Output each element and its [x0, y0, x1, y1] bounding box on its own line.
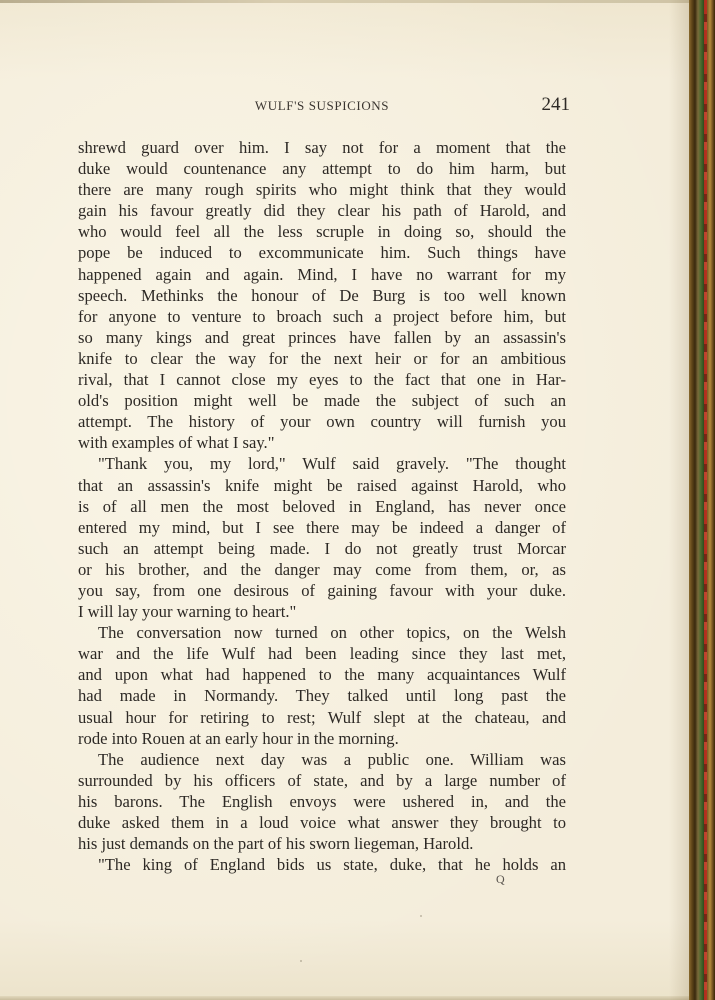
text-line: there are many rough spirits who might think that they would	[78, 180, 566, 200]
spine-binding-stripe	[704, 0, 707, 1000]
text-line: speech. Methinks the honour of De Burg is too well known	[78, 285, 566, 305]
text-line: you say, from one desirous of gaining favour with your duke.	[78, 580, 566, 600]
paper-speck	[420, 915, 422, 917]
text-line: or his brother, and the danger may come from them, or, as	[78, 559, 566, 579]
text-line: The conversation now turned on other topics, on the Welsh	[98, 623, 566, 643]
text-line: had made in Normandy. They talked until long past the	[78, 686, 566, 706]
page-bottom-edge	[0, 996, 690, 1000]
text-line: duke asked them in a loud voice what answer they brought to	[78, 813, 566, 832]
signature-mark: Q	[496, 872, 505, 886]
text-line: his just demands on the part of his sworn liegeman, Harold.	[78, 834, 474, 854]
running-head	[78, 92, 570, 120]
text-line: that an assassin's knife might be raised against Harold, who	[78, 475, 566, 495]
text-line: who would feel all the less scruple in doing so, should the	[78, 222, 566, 242]
text-line: "The king of England bids us state, duke, that he holds an	[98, 855, 566, 875]
text-line: his barons. The English envoys were ushered in, and the	[78, 791, 566, 811]
text-line: old's position might well be made the subject of such an	[78, 391, 566, 411]
text-line: such an attempt being made. I do not greatly trust Morcar	[78, 538, 566, 558]
text-line: I will lay your warning to heart."	[78, 602, 297, 622]
text-line: and upon what had happened to the many acquaintances Wulf	[78, 665, 566, 685]
text-line: duke would countenance any attempt to do him harm, but	[78, 159, 566, 179]
text-line: pope be induced to excommunicate him. Such things have	[78, 243, 566, 263]
text-line: so many kings and great princes have fallen by an assassin's	[78, 327, 566, 347]
text-line: for anyone to venture to broach such a project before him, but	[78, 306, 566, 326]
text-line: with examples of what I say."	[78, 433, 275, 453]
text-line: knife to clear the way for the next heir or for an ambitious	[78, 348, 566, 368]
text-line: entered my mind, but I see there may be indeed a danger of	[78, 517, 566, 537]
text-line: The audience next day was a public one. William was	[98, 749, 566, 769]
text-line: surrounded by his officers of state, and by a large number of	[78, 770, 566, 790]
running-head-title: WULF'S SUSPICIONS	[254, 98, 390, 113]
text-line: happened again and again. Mind, I have no warrant for my	[78, 264, 566, 284]
text-line: "Thank you, my lord," Wulf said gravely. "The thought	[98, 454, 566, 474]
text-line: rode into Rouen at an early hour in the morning.	[78, 728, 399, 748]
paper-speck	[300, 960, 302, 962]
text-line: gain his favour greatly did they clear his path of Harold, and	[78, 201, 566, 221]
page-number: 241	[541, 94, 570, 115]
body-text	[78, 137, 566, 875]
text-line: attempt. The history of your own country will furnish you	[78, 412, 566, 432]
page-top-edge	[0, 0, 690, 3]
text-line: war and the life Wulf had been leading since they last met,	[78, 644, 566, 664]
text-line: rival, that I cannot close my eyes to the fact that one in Har-	[78, 370, 566, 390]
gutter-shadow	[669, 0, 689, 1000]
text-line: usual hour for retiring to rest; Wulf slept at the chateau, and	[78, 707, 566, 727]
book-spine-edge	[689, 0, 715, 1000]
text-line: is of all men the most beloved in England, has never once	[78, 496, 566, 516]
text-line: shrewd guard over him. I say not for a moment that the	[78, 138, 566, 157]
